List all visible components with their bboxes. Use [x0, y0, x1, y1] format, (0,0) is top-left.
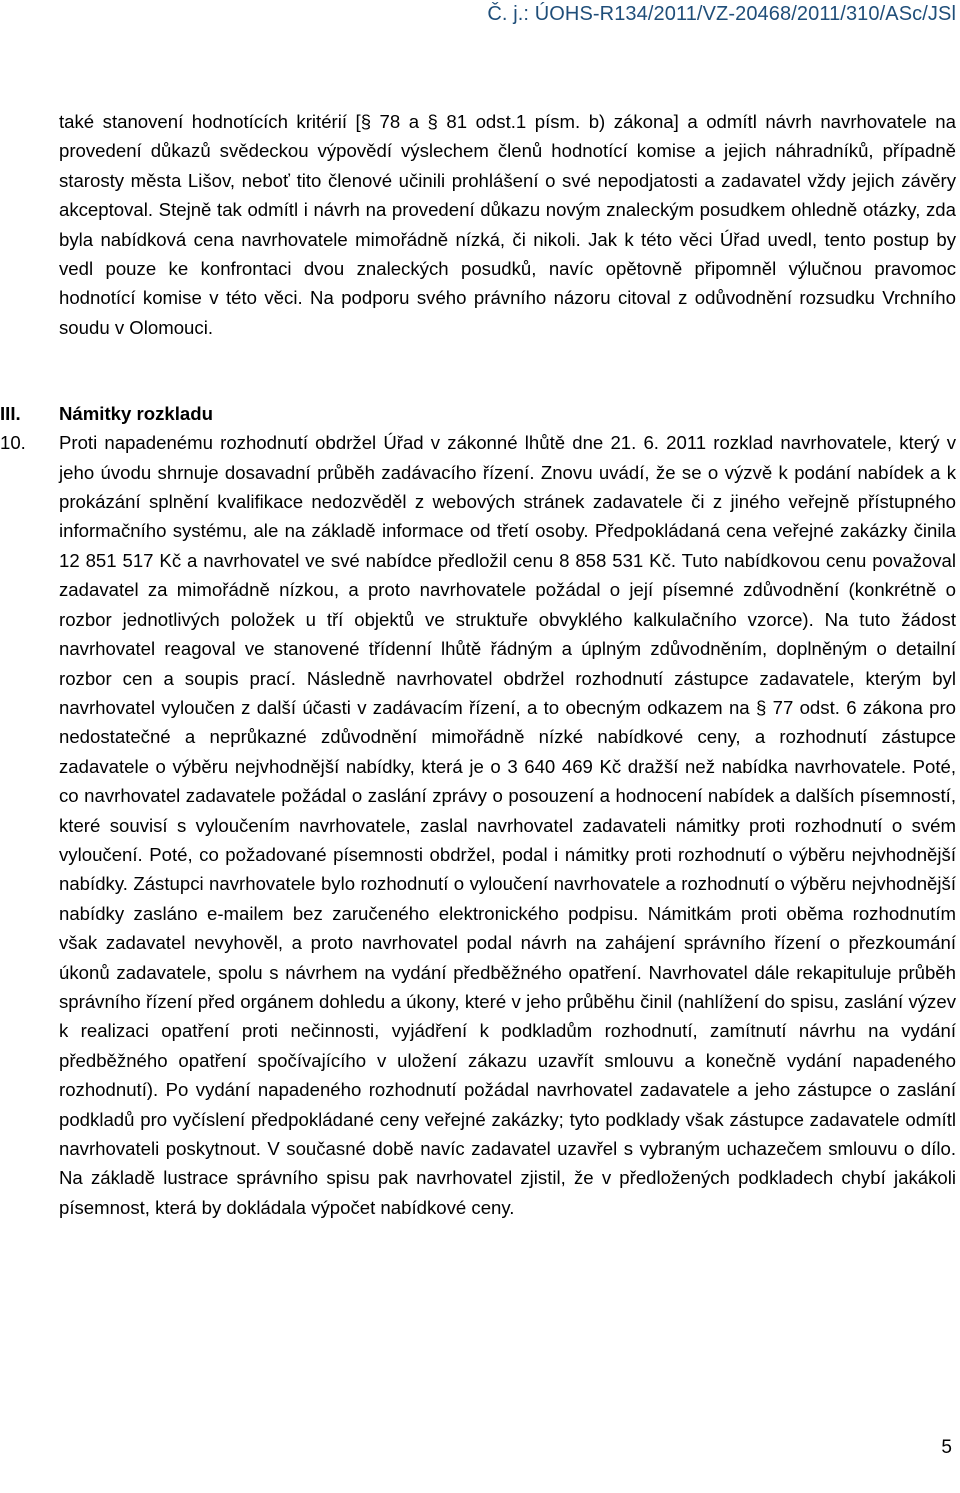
paragraph-text: Proti napadenému rozhodnutí obdržel Úřad v zákonné lhůtě dne 21. 6. 2011 rozklad navrhovatele, který v jeho úvodu shrnuje dosavadní průběh zadávacího řízení. Znovu uvádí, že se o výzvě k podání nabídek a k prokázání splnění kvalifikace nedozvěděl z webových stránek zadavatele či z jiného veřejně přístupného informačního systému, ale na základě informace od třetí osoby. Předpokládaná cena veřejné zakázky činila 12 851 517 Kč a navrhovatel ve své nabídce předložil cenu 8 858 531 Kč. Tuto nabídkovou cenu považoval zadavatel za mimořádně nízkou, a proto navrhovatele požádal o její písemné zdůvodnění (konkrétně o rozbor jednotlivých položek u tří objektů ve struktuře obvyklého kalkulačního vzorce). Na tuto žádost navrhovatel reagoval ve stanovené třídenní lhůtě řádným a úplným zdůvodněním, doplněným o detailní rozbor cen a soupis prací. Následně navrhovatel obdržel rozhodnutí zástupce zadavatele, kterým byl navrhovatel vyloučen z další účasti v zadávacím řízení, a to obecným odkazem na § 77 odst. 6 zákona pro nedostatečné a neprůkazné zdůvodnění mimořádně nízké nabídkové ceny, a rozhodnutí zástupce zadavatele o výběru nejvhodnější nabídky, která je o 3 640 469 Kč dražší než nabídka navrhovatele. Poté, co navrhovatel zadavatele požádal o zaslání zprávy o posouzení a hodnocení nabídek a dalších písemností, které souvisí s vyloučením navrhovatele, zaslal navrhovatel zadavateli námitky proti rozhodnutí o svém vyloučení. Poté, co požadované písemnosti obdržel, podal i námitky proti rozhodnutí o výběru nejvhodnější nabídky. Zástupci navrhovatele bylo rozhodnutí o vyloučení navrhovatele a rozhodnutí o výběru nejvhodnější nabídky zasláno e-mailem bez zaručeného elektronického podpisu. Námitkám proti oběma rozhodnutím však zadavatel nevyhověl, a proto navrhovatel podal návrh na zahájení správního řízení o přezkoumání úkonů zadavatele, spolu s návrhem na vydání předběžného opatření. Navrhovatel dále rekapituluje průběh správního řízení před orgánem dohledu a úkony, které v jeho průběhu činil (nahlížení do spisu, zaslání výzev k realizaci opatření proti nečinnosti, vyjádření k podkladům rozhodnutí, zamítnutí návrhu na vydání předběžného opatření spočívajícího v uložení zákazu uzavřít smlouvu a konečně vydání napadeného rozhodnutí). Po vydání napadeného rozhodnutí požádal navrhovatel zadavatele a jeho zástupce o zaslání podkladů pro vyčíslení předpokládané ceny veřejné zakázky; tyto podklady však zástupce zadavatele odmítl navrhovateli poskytnout. V současné době navíc zadavatel uzavřel s vybraným uchazečem smlouvu o dílo. Na základě lustrace správního spisu pak navrhovatel zjistil, že v předložených podkladech chybí jakákoli písemnost, která by dokládala výpočet nabídkové ceny.	[59, 432, 956, 1218]
section-number: III.	[0, 403, 21, 425]
document-reference-number: Č. j.: ÚOHS-R134/2011/VZ-20468/2011/310/ASc/JSl	[487, 3, 956, 25]
intro-paragraph: také stanovení hodnotících kritérií [§ 78 a § 81 odst.1 písm. b) zákona] a odmítl návrh navrhovatele na provedení důkazů svědeckou výpovědí výslechem členů hodnotící komise a jejich náhradníků, případně starosty města Lišov, neboť tito členové učinili prohlášení o své nepodjatosti a zadavatel vždy jejich závěry akceptoval. Stejně tak odmítl i návrh na provedení důkazu novým znaleckým posudkem ohledně otázky, zda byla nabídková cena navrhovatele mimořádně nízká, či nikoli. Jak k této věci Úřad uvedl, tento postup by vedl pouze ke konfrontaci dvou znaleckých posudků, navíc opětovně připomněl výlučnou pravomoc hodnotící komise v této věci. Na podporu svého právního názoru citoval z odůvodnění rozsudku Vrchního soudu v Olomouci.	[59, 111, 956, 338]
document-body	[0, 107, 956, 1222]
numbered-paragraph-10	[0, 428, 956, 1222]
section-title: Námitky rozkladu	[59, 403, 213, 425]
page-number: 5	[941, 1437, 952, 1458]
paragraph-number: 10.	[0, 432, 26, 454]
section-heading	[0, 399, 956, 428]
